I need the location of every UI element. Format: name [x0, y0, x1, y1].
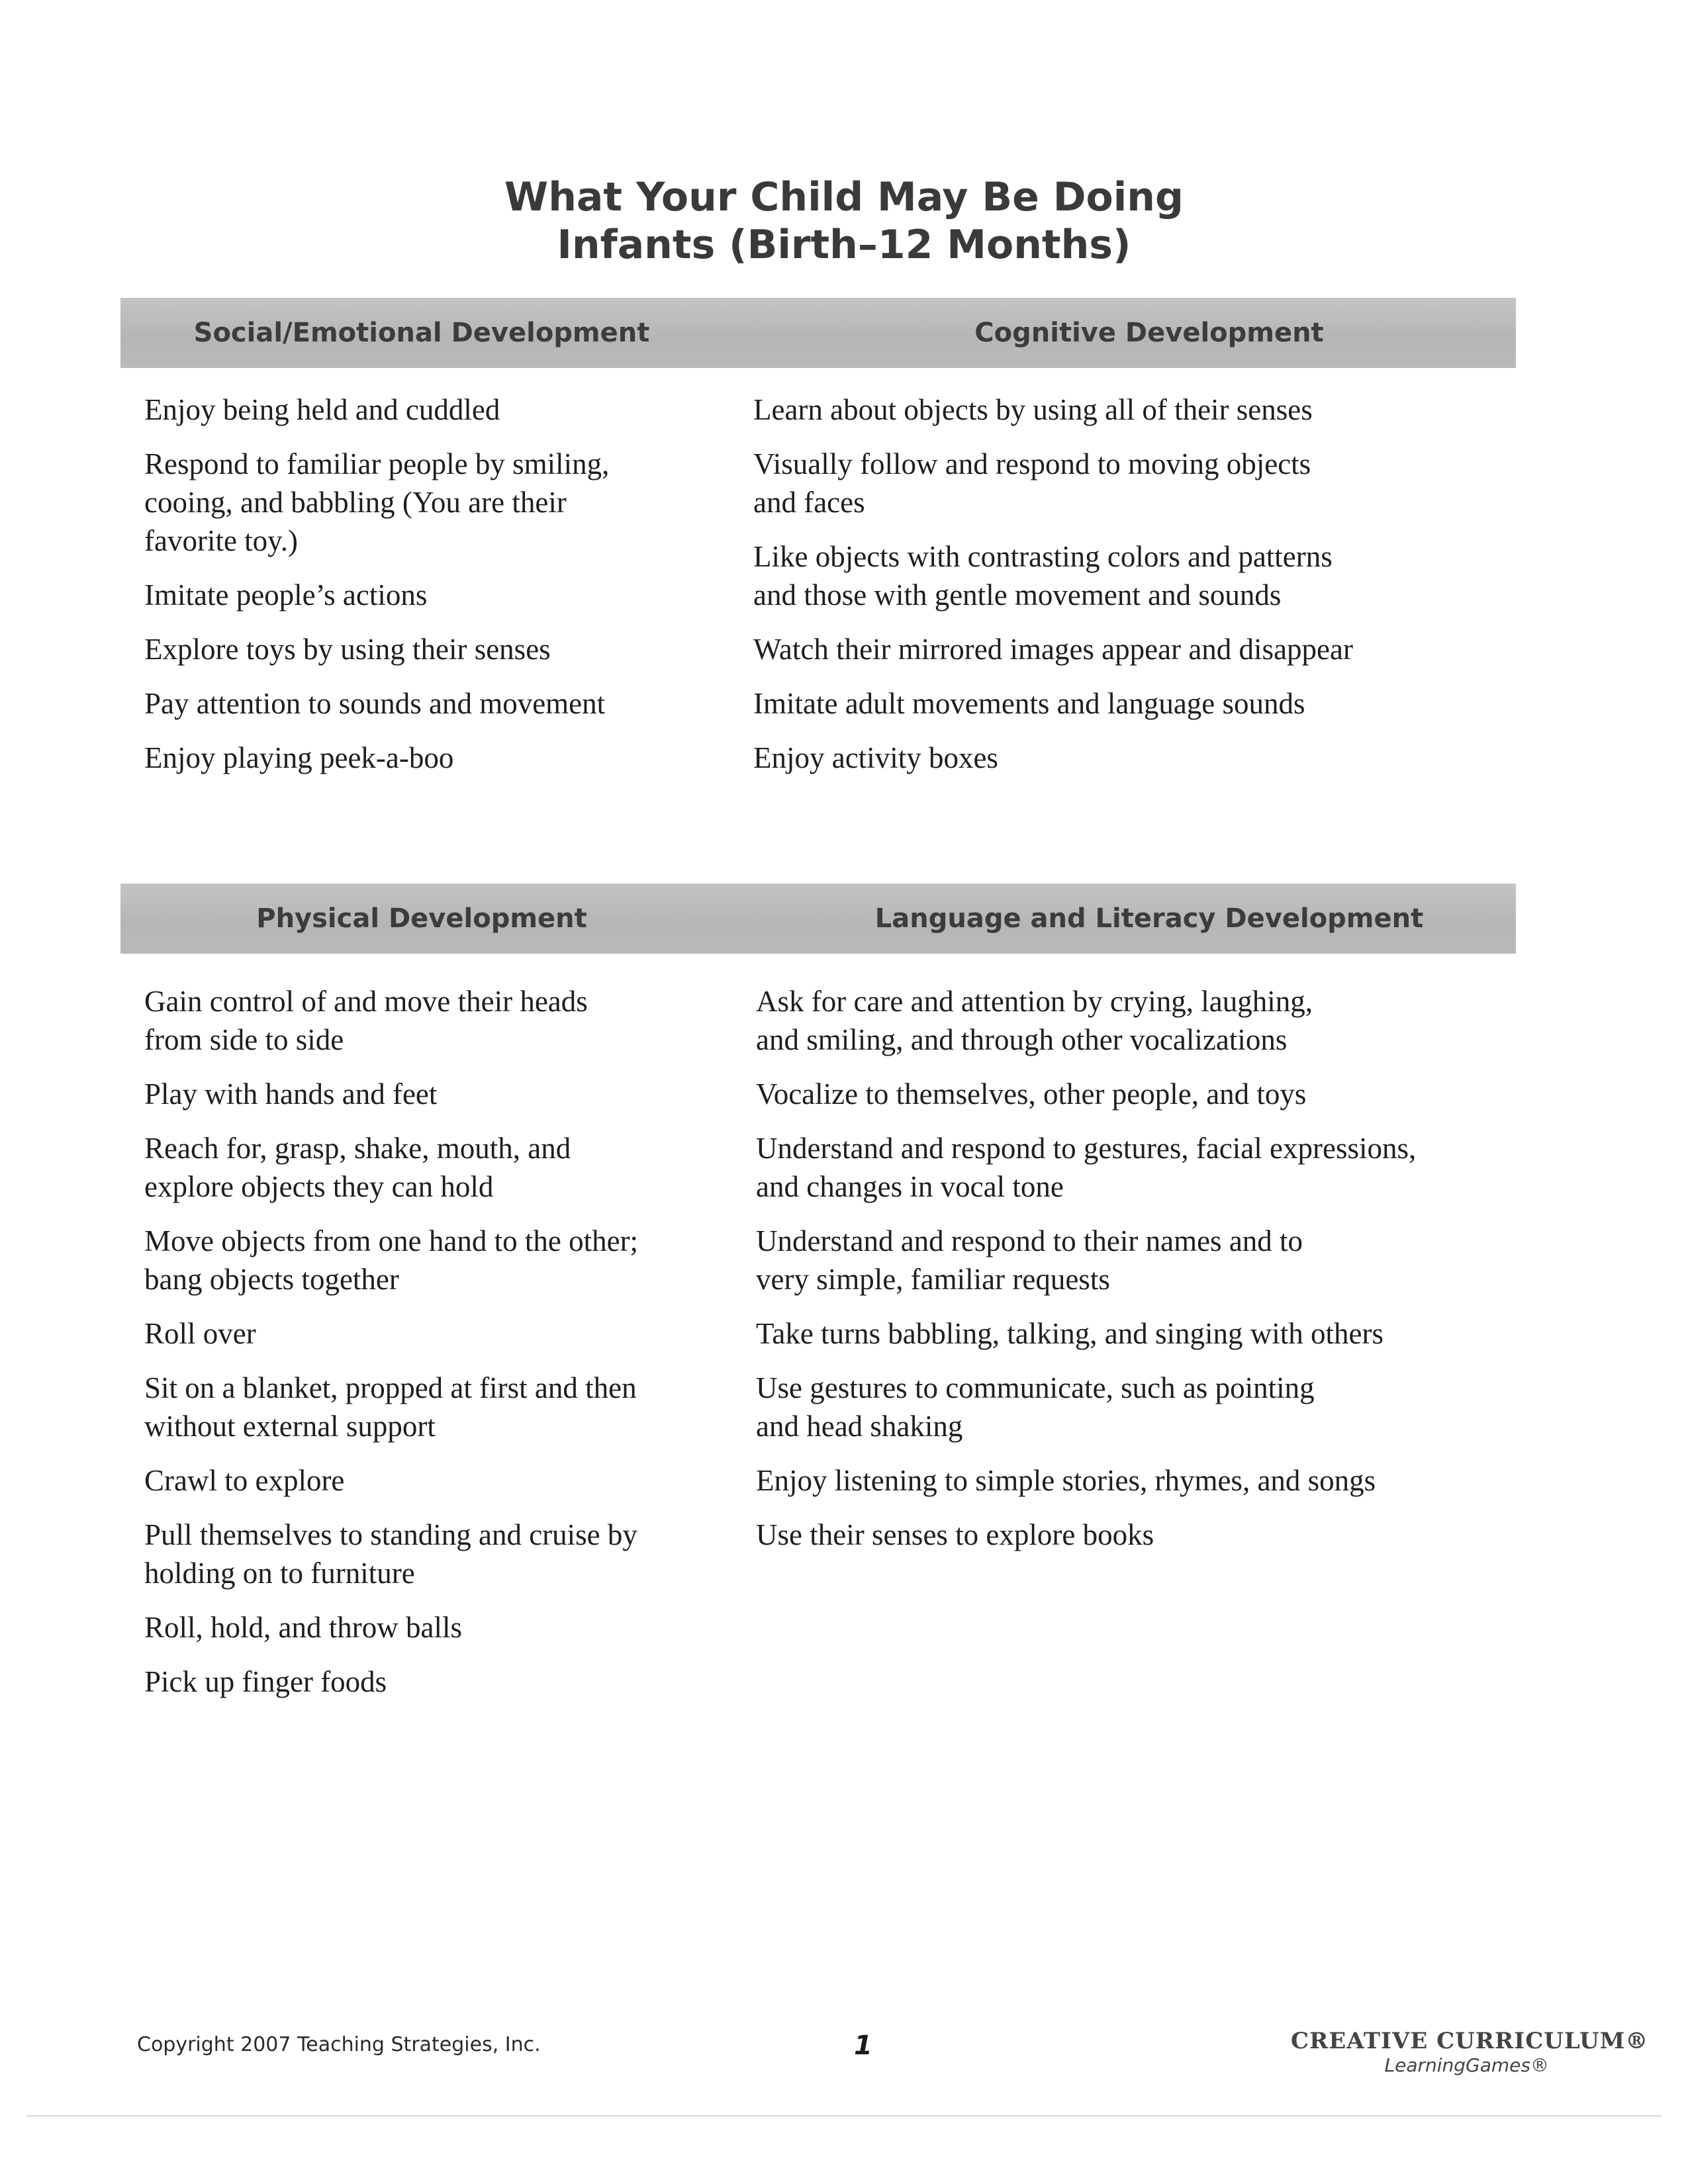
social-emotional-list	[144, 390, 740, 793]
list-item-line: Gain control of and move their heads	[144, 985, 588, 1018]
logo-subtitle: LearningGames®	[1384, 2054, 1549, 2076]
list-item	[753, 445, 1495, 522]
list-item	[753, 390, 1495, 429]
list-item	[144, 1222, 740, 1298]
list-item	[756, 1075, 1504, 1113]
social-emotional-heading: Social/Emotional Development	[193, 318, 650, 348]
bottom-divider	[26, 2115, 1662, 2116]
list-item	[756, 1129, 1504, 1206]
list-item	[756, 1314, 1504, 1353]
list-item	[753, 537, 1495, 614]
list-item-line: bang objects together	[144, 1263, 399, 1296]
list-item	[144, 1075, 740, 1113]
list-item-line: without external support	[144, 1410, 436, 1443]
list-item	[144, 630, 740, 668]
list-item-line: Visually follow and respond to moving objects	[753, 447, 1311, 480]
list-item-line: from side to side	[144, 1023, 344, 1056]
creative-curriculum-logo	[1291, 2028, 1649, 2076]
cognitive-heading: Cognitive Development	[974, 318, 1324, 348]
list-item-line: and head shaking	[756, 1410, 963, 1443]
list-item	[144, 445, 740, 560]
list-item-line: Imitate adult movements and language sounds	[753, 687, 1305, 720]
list-item	[144, 1516, 740, 1592]
list-item-line: Understand and respond to their names and to	[756, 1224, 1303, 1257]
list-item-line: Enjoy activity boxes	[753, 741, 998, 774]
list-item	[144, 1314, 740, 1353]
list-item-line: Pick up finger foods	[144, 1665, 387, 1698]
list-item-line: favorite toy.)	[144, 524, 298, 557]
header-band-top	[120, 298, 1516, 368]
list-item-line: Play with hands and feet	[144, 1077, 438, 1111]
list-item-line: Watch their mirrored images appear and disappear	[753, 633, 1353, 666]
list-item	[756, 1461, 1504, 1500]
cognitive-list	[753, 390, 1495, 793]
list-item	[144, 390, 740, 429]
list-item-line: Imitate people’s actions	[144, 578, 428, 612]
list-item-line: Roll over	[144, 1317, 256, 1350]
title-line-2: Infants (Birth–12 Months)	[557, 222, 1131, 268]
physical-list	[144, 982, 740, 1717]
list-item	[144, 739, 740, 777]
list-item	[144, 982, 740, 1059]
list-item-line: Enjoy listening to simple stories, rhymes, and songs	[756, 1464, 1376, 1497]
list-item-line: Enjoy playing peek-a-boo	[144, 741, 454, 774]
list-item-line: Take turns babbling, talking, and singing with others	[756, 1317, 1383, 1350]
list-item-line: Pay attention to sounds and movement	[144, 687, 606, 720]
title-line-1: What Your Child May Be Doing	[504, 174, 1184, 220]
list-item-line: Roll, hold, and throw balls	[144, 1611, 462, 1644]
list-item-line: Enjoy being held and cuddled	[144, 393, 500, 426]
list-item-line: Use gestures to communicate, such as pointing	[756, 1371, 1315, 1404]
list-item-line: Explore toys by using their senses	[144, 633, 551, 666]
list-item-line: explore objects they can hold	[144, 1170, 494, 1203]
list-item-line: Sit on a blanket, propped at first and then	[144, 1371, 637, 1404]
list-item-line: and changes in vocal tone	[756, 1170, 1064, 1203]
list-item	[756, 1222, 1504, 1298]
list-item	[144, 1608, 740, 1647]
list-item-line: Reach for, grasp, shake, mouth, and	[144, 1132, 571, 1165]
list-item-line: and smiling, and through other vocalizations	[756, 1023, 1288, 1056]
list-item-line: Learn about objects by using all of their senses	[753, 393, 1313, 426]
list-item	[144, 1461, 740, 1500]
copyright-text: Copyright 2007 Teaching Strategies, Inc.	[137, 2033, 541, 2056]
physical-heading: Physical Development	[256, 903, 587, 934]
list-item	[753, 684, 1495, 723]
list-item	[756, 1516, 1504, 1554]
list-item	[753, 739, 1495, 777]
list-item	[756, 982, 1504, 1059]
language-literacy-list	[756, 982, 1504, 1570]
logo-wordmark: CREATIVE CURRICULUM®	[1291, 2028, 1649, 2054]
list-item	[756, 1369, 1504, 1445]
list-item-line: Pull themselves to standing and cruise by	[144, 1518, 637, 1551]
list-item-line: Like objects with contrasting colors and patterns	[753, 540, 1333, 573]
list-item-line: Crawl to explore	[144, 1464, 345, 1497]
list-item-line: very simple, familiar requests	[756, 1263, 1110, 1296]
list-item	[144, 1662, 740, 1701]
list-item	[144, 1369, 740, 1445]
list-item-line: and those with gentle movement and sounds	[753, 578, 1282, 612]
list-item-line: cooing, and babbling (You are their	[144, 486, 567, 519]
list-item-line: Ask for care and attention by crying, laughing,	[756, 985, 1313, 1018]
list-item-line: and faces	[753, 486, 865, 519]
list-item	[144, 1129, 740, 1206]
list-item-line: Move objects from one hand to the other;	[144, 1224, 639, 1257]
language-literacy-heading: Language and Literacy Development	[874, 903, 1424, 934]
list-item	[144, 576, 740, 614]
list-item-line: Use their senses to explore books	[756, 1518, 1154, 1551]
page-title	[0, 173, 1688, 269]
list-item-line: Vocalize to themselves, other people, and toys	[756, 1077, 1307, 1111]
list-item	[753, 630, 1495, 668]
header-band-bottom	[120, 884, 1516, 954]
list-item	[144, 684, 740, 723]
list-item-line: holding on to furniture	[144, 1557, 415, 1590]
list-item-line: Respond to familiar people by smiling,	[144, 447, 610, 480]
list-item-line: Understand and respond to gestures, facial expressions,	[756, 1132, 1417, 1165]
page-number: 1	[854, 2030, 872, 2061]
